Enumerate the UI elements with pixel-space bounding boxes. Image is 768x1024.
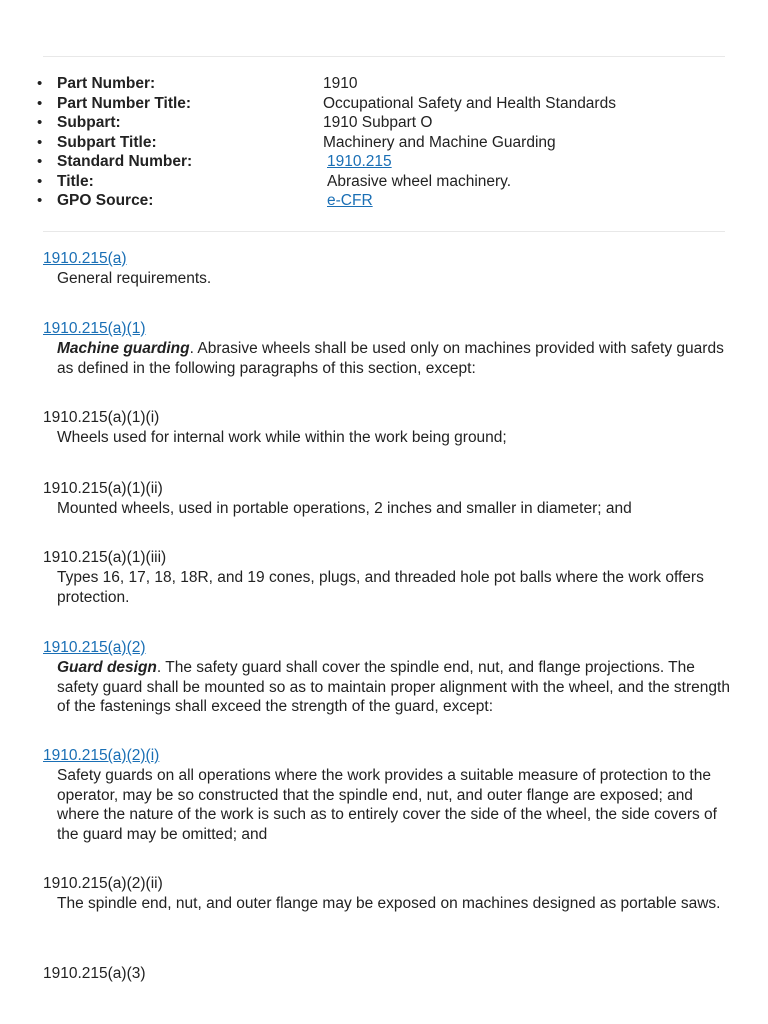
section-a1ii xyxy=(43,479,733,519)
bullet-icon: • xyxy=(37,114,43,131)
gpo-source-link[interactable]: e-CFR xyxy=(327,192,373,209)
section-a2i xyxy=(43,746,733,845)
section-a1i-id: 1910.215(a)(1)(i) xyxy=(43,409,160,426)
meta-label: Subpart Title: xyxy=(57,133,157,151)
section-a1-heading: Machine guarding xyxy=(57,339,190,357)
bullet-icon: • xyxy=(37,172,43,190)
section-a2-body: . The safety guard shall cover the spindle end, nut, and flange projections. The safety guard shall be mounted so as to maintain proper alignment with the wheel, and the strength of the fastenings shall exceed the strength of the guard, except: xyxy=(57,658,730,716)
section-a1i xyxy=(43,408,733,448)
section-a2 xyxy=(43,638,733,717)
bullet-icon: • xyxy=(37,153,43,170)
section-a2-heading: Guard design xyxy=(57,658,157,676)
meta-label: GPO Source: xyxy=(57,192,154,209)
section-a2-text xyxy=(43,658,733,717)
section-a1 xyxy=(43,319,733,378)
section-a2ii xyxy=(43,874,733,914)
section-a3-id: 1910.215(a)(3) xyxy=(43,965,146,982)
section-a1iii xyxy=(43,548,733,607)
standard-number-link[interactable]: 1910.215 xyxy=(327,153,392,170)
section-a1ii-id: 1910.215(a)(1)(ii) xyxy=(43,480,163,497)
section-a2ii-text: The spindle end, nut, and outer flange may be exposed on machines designed as portable saws. xyxy=(57,894,721,912)
meta-value: Occupational Safety and Health Standards xyxy=(323,94,616,112)
meta-label: Part Number: xyxy=(57,75,156,92)
section-a1-body: . Abrasive wheels shall be used only on machines provided with safety guards as defined in the following paragraphs of this section, except: xyxy=(57,339,724,377)
section-a1iii-id: 1910.215(a)(1)(iii) xyxy=(43,549,167,566)
section-a1ii-text: Mounted wheels, used in portable operations, 2 inches and smaller in diameter; and xyxy=(57,499,632,517)
meta-label: Standard Number: xyxy=(57,153,193,170)
meta-value: Machinery and Machine Guarding xyxy=(323,133,556,151)
section-a2i-text: Safety guards on all operations where the work provides a suitable measure of protection to the operator, may be so constructed that the spindle end, nut, and outer flange are exposed; and where the nature of the work is such as to entirely cover the side of the wheel, the side covers of the guard may be omitted; and xyxy=(57,766,717,844)
bullet-icon: • xyxy=(37,133,43,151)
meta-label: Subpart: xyxy=(57,114,121,131)
section-a xyxy=(43,249,733,289)
meta-value: Abrasive wheel machinery. xyxy=(327,172,512,190)
section-a3 xyxy=(43,964,733,984)
meta-value: 1910 xyxy=(323,75,358,92)
meta-value: 1910 Subpart O xyxy=(323,114,433,131)
meta-value xyxy=(327,152,392,172)
section-a1iii-text: Types 16, 17, 18, 18R, and 19 cones, plugs, and threaded hole pot balls where the work offers protection. xyxy=(57,568,704,606)
bullet-icon: • xyxy=(37,94,43,112)
meta-label: Part Number Title: xyxy=(57,94,192,112)
section-a2i-link[interactable]: 1910.215(a)(2)(i) xyxy=(43,747,160,764)
top-divider xyxy=(43,56,725,57)
section-a2-link[interactable]: 1910.215(a)(2) xyxy=(43,639,146,656)
section-a1-text xyxy=(43,339,733,379)
section-a-text: General requirements. xyxy=(57,269,212,287)
section-a2ii-id: 1910.215(a)(2)(ii) xyxy=(43,875,163,892)
bullet-icon: • xyxy=(37,192,43,209)
section-a-link[interactable]: 1910.215(a) xyxy=(43,250,127,267)
metadata-divider xyxy=(43,231,725,232)
section-a1i-text: Wheels used for internal work while within the work being ground; xyxy=(57,428,507,446)
bullet-icon: • xyxy=(37,75,43,92)
meta-label: Title: xyxy=(57,172,94,190)
meta-value xyxy=(327,191,373,211)
section-a1-link[interactable]: 1910.215(a)(1) xyxy=(43,320,146,337)
